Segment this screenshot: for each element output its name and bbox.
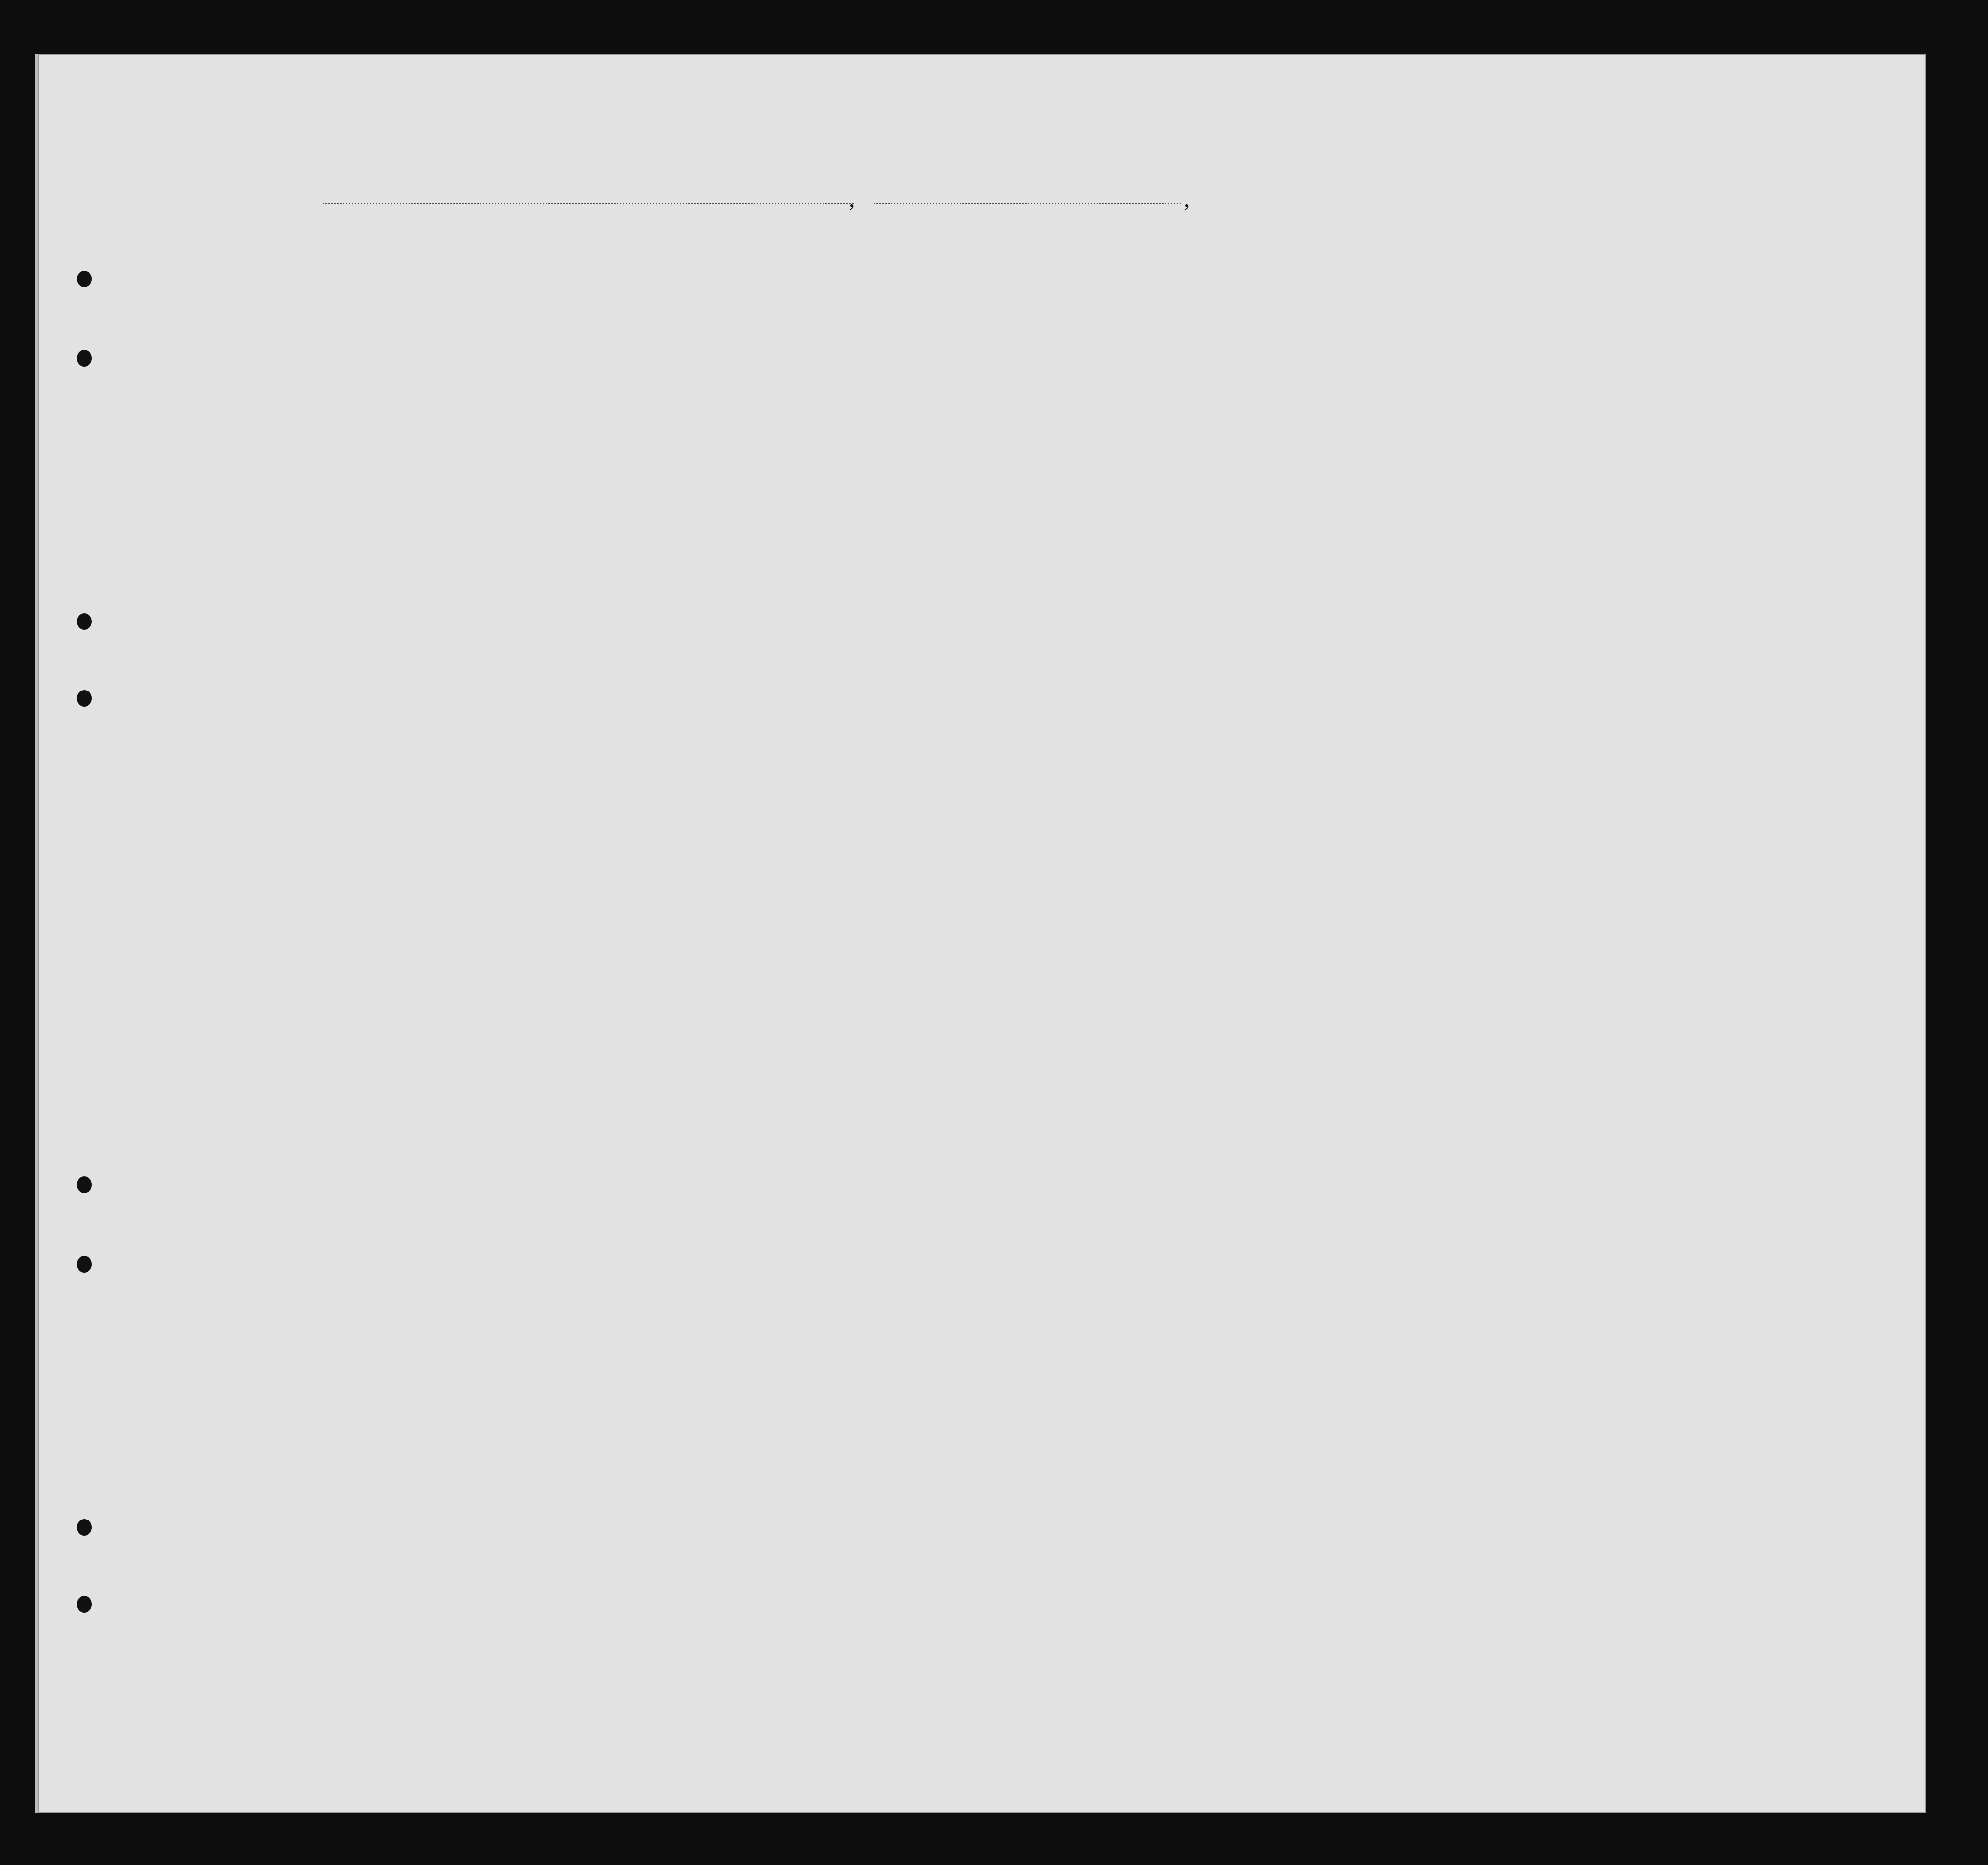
header-deported [1467, 328, 1502, 452]
header-inches [1650, 402, 1670, 452]
port-comma: , [849, 184, 855, 212]
header-length-stay [1172, 347, 1200, 452]
header-overthrow [1372, 328, 1425, 452]
header-fifty-dollars [711, 328, 736, 452]
header-citizen-intent [1250, 333, 1280, 452]
header-return-intent [1132, 333, 1169, 452]
header-prison [1283, 328, 1313, 452]
header-anarchist [1348, 328, 1368, 452]
header-ticket [588, 328, 616, 452]
header-polygamist [1320, 328, 1340, 452]
date-comma: , [1184, 184, 1190, 212]
header-feet [1628, 412, 1648, 452]
header-labor-offer [1427, 328, 1462, 452]
